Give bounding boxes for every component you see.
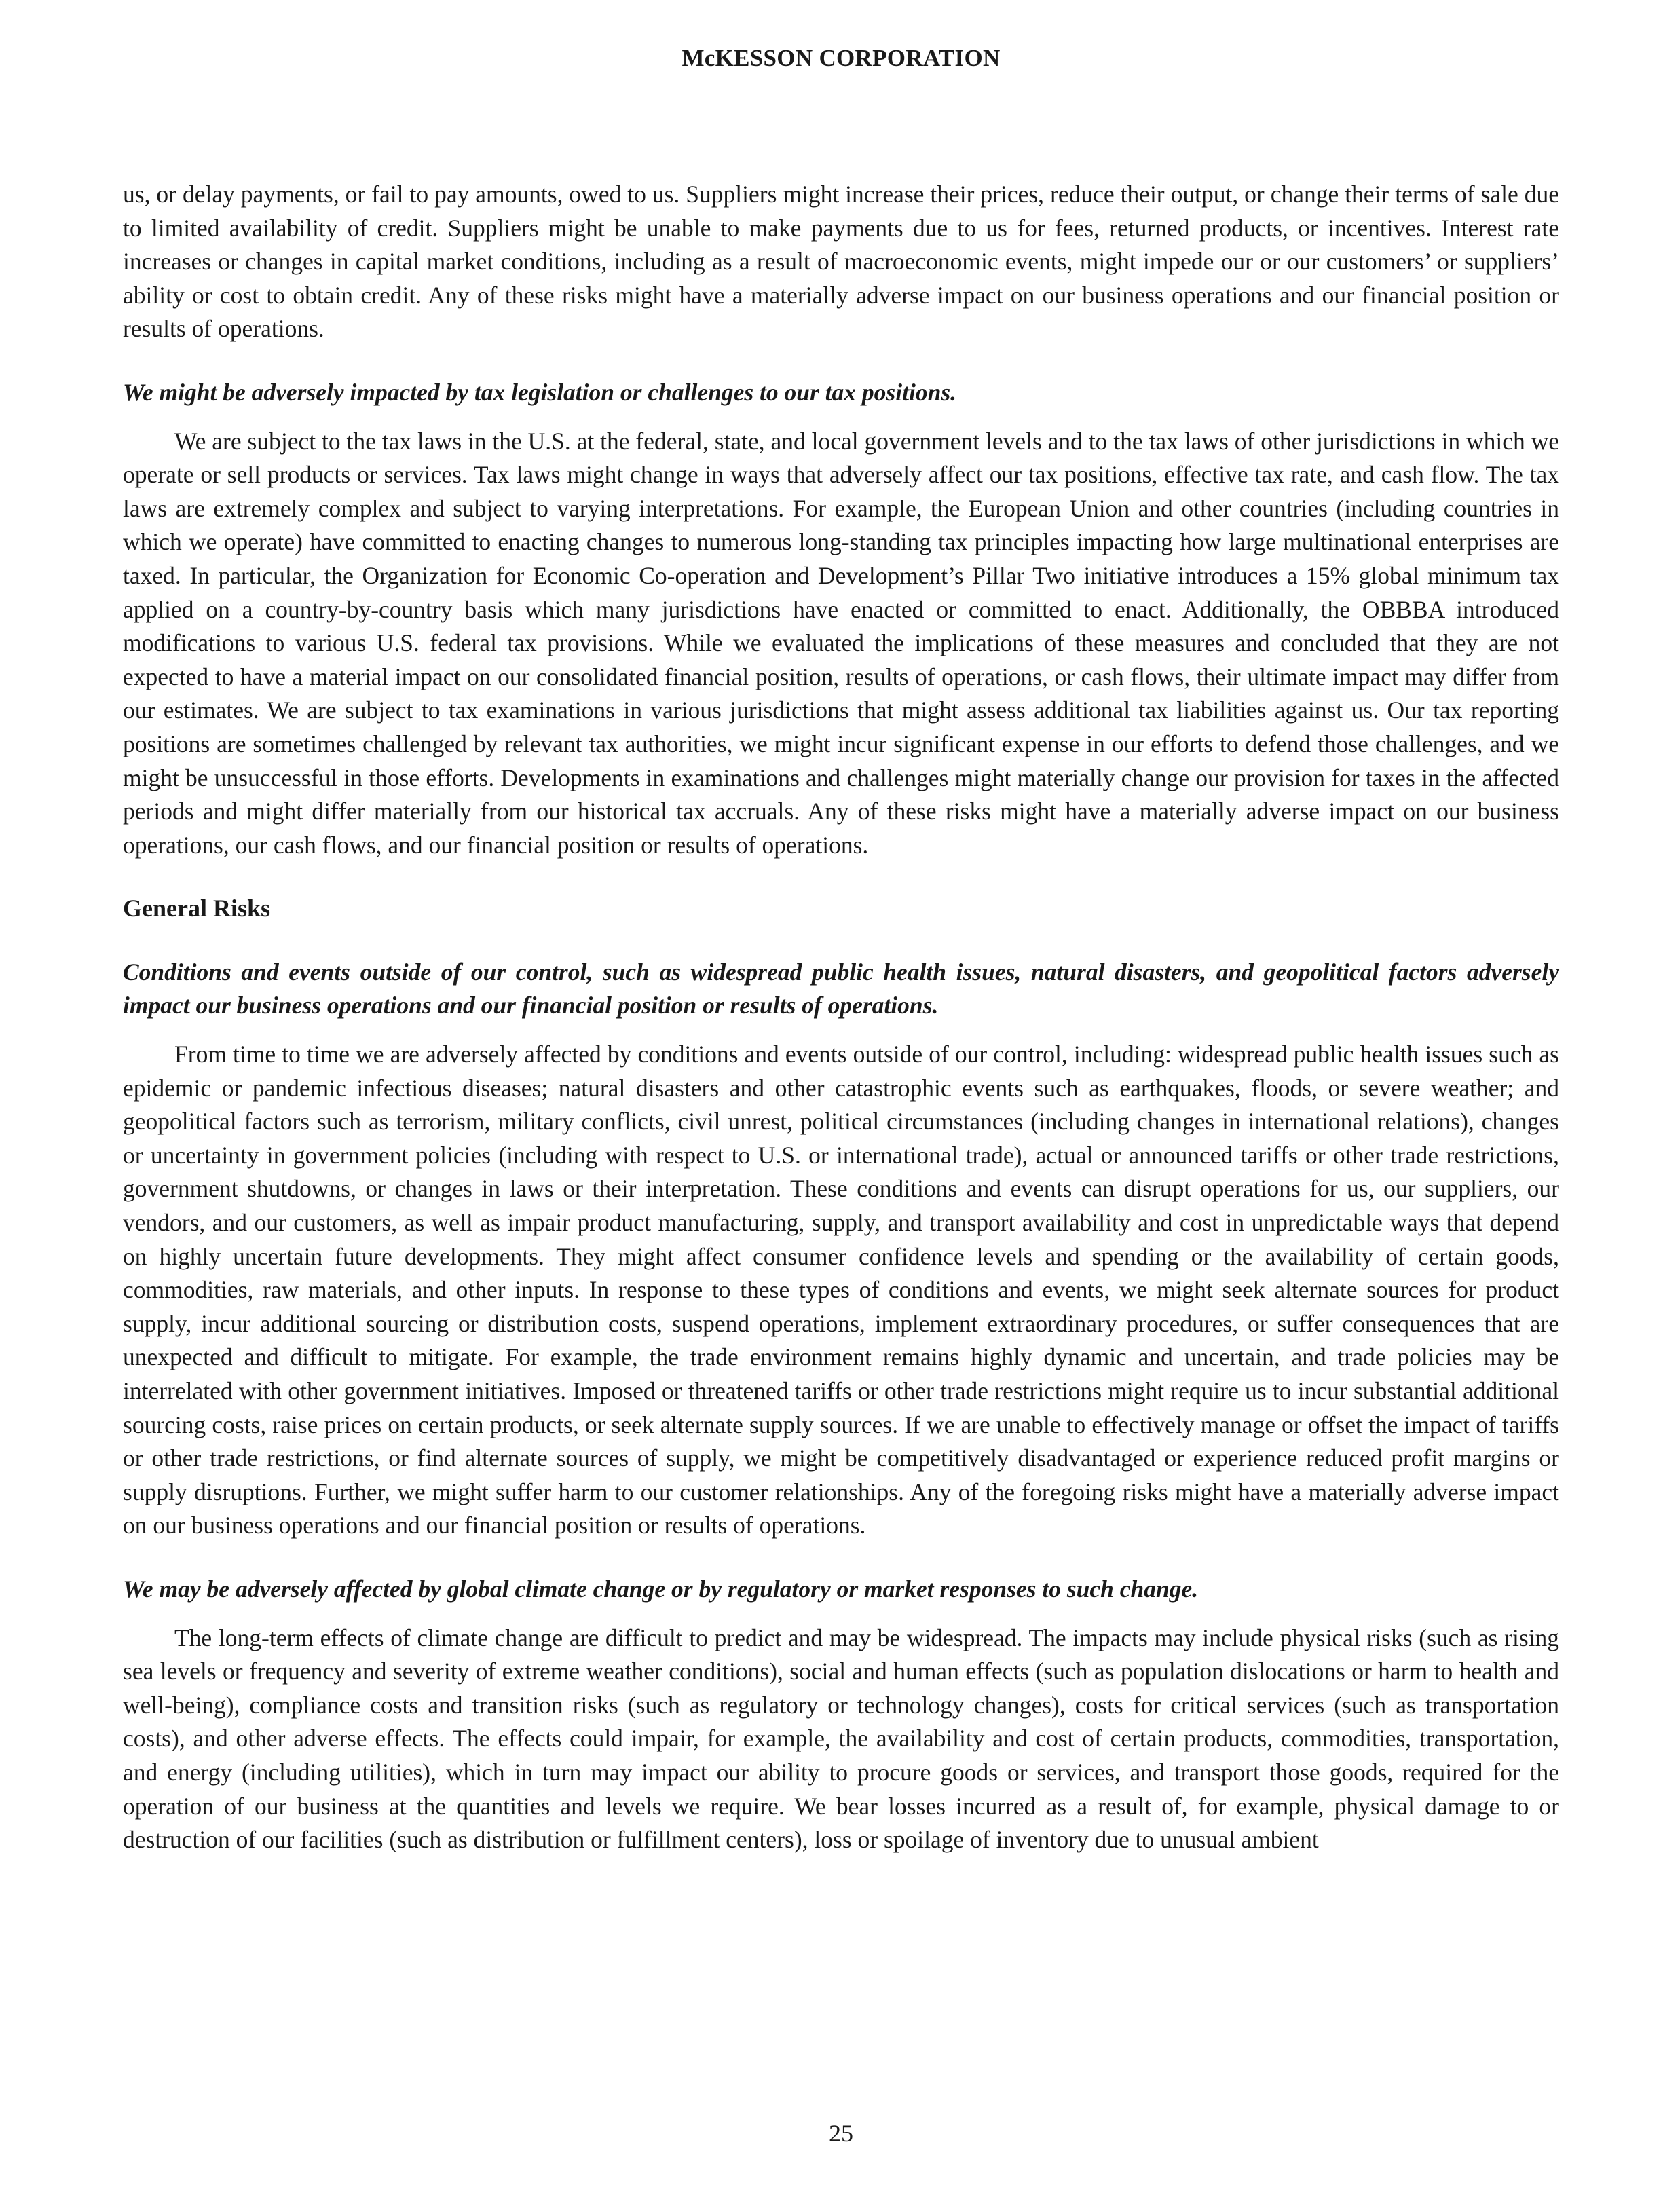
page-number: 25 <box>829 2120 853 2147</box>
paragraph-conditions-events: From time to time we are adversely affected by conditions and events outside of our control, including: widespread public health issues such as epidemic or pandemic infectious diseases; natural disasters and other catastrophic events such as earthquakes, floods, or severe weather; and geopolitical factors such as terrorism, military conflicts, civil unrest, political circumstances (including changes in international relations), changes or uncertainty in government policies (including with respect to U.S. or international trade), actual or announced tariffs or other trade restrictions, government shutdowns, or changes in laws or their interpretation. These conditions and events can disrupt operations for us, our suppliers, our vendors, and our customers, as well as impair product manufacturing, supply, and transport availability and cost in unpredictable ways that depend on highly uncertain future developments. They might affect consumer confidence levels and spending or the availability of certain goods, commodities, raw materials, and other inputs. In response to these types of conditions and events, we might seek alternate sources for product supply, incur additional sourcing or distribution costs, suspend operations, implement extraordinary procedures, or suffer consequences that are unexpected and difficult to mitigate. For example, the trade environment remains highly dynamic and uncertain, and trade policies may be interrelated with other government initiatives. Imposed or threatened tariffs or other trade restrictions might require us to incur substantial additional sourcing costs, raise prices on certain products, or seek alternate supply sources. If we are unable to effectively manage or offset the impact of tariffs or other trade restrictions, or find alternate sources of supply, we might be competitively disadvantaged or experience reduced profit margins or supply disruptions. Further, we might suffer harm to our customer relationships. Any of the foregoing risks might have a materially adverse impact on our business operations and our financial position or results of operations. <box>123 1041 1559 1539</box>
paragraph-credit-risk: us, or delay payments, or fail to pay amounts, owed to us. Suppliers might increase their prices, reduce their output, or change their terms of sale due to limited availability of credit. Suppliers might be unable to make payments due to us for fees, returned products, or incentives. Interest rate increases or changes in capital market conditions, including as a result of macroeconomic events, might impede our or our customers’ or suppliers’ ability or cost to obtain credit. Any of these risks might have a materially adverse impact on our business operations and our financial position or results of operations. <box>123 181 1559 343</box>
heading-climate-change: We may be adversely affected by global climate change or by regulatory or market responses to such change. <box>123 1575 1199 1603</box>
section-title-general-risks: General Risks <box>123 895 271 922</box>
heading-tax-legislation: We might be adversely impacted by tax legislation or challenges to our tax positions. <box>123 378 957 406</box>
paragraph-tax-laws: We are subject to the tax laws in the U.S. at the federal, state, and local government levels and to the tax laws of other jurisdictions in which we operate or sell products or services. Tax laws might change in ways that adversely affect our tax positions, effective tax rate, and cash flow. The tax laws are extremely complex and subject to varying interpretations. For example, the European Union and other countries (including countries in which we operate) have committed to enacting changes to numerous long-standing tax principles impacting how large multinational enterprises are taxed. In particular, the Organization for Economic Co-operation and Development’s Pillar Two initiative introduces a 15% global minimum tax applied on a country-by-country basis which many jurisdictions have enacted or committed to enact. Additionally, the OBBBA introduced modifications to various U.S. federal tax provisions. While we evaluated the implications of these measures and concluded that they are not expected to have a material impact on our consolidated financial position, results of operations, or cash flows, their ultimate impact may differ from our estimates. We are subject to tax examinations in various jurisdictions that might assess additional tax liabilities against us. Our tax reporting positions are sometimes challenged by relevant tax authorities, we might incur significant expense in our efforts to defend those challenges, and we might be unsuccessful in those efforts. Developments in examinations and challenges might materially change our provision for taxes in the affected periods and might differ materially from our historical tax accruals. Any of these risks might have a materially adverse impact on our business operations, our cash flows, and our financial position or results of operations. <box>123 427 1559 859</box>
paragraph-climate-change: The long-term effects of climate change are difficult to predict and may be widespread. The impacts may include physical risks (such as rising sea levels or frequency and severity of extreme weather conditions), social and human effects (such as population dislocations or harm to health and well-being), compliance costs and transition risks (such as regulatory or technology changes), costs for critical services (such as transportation costs), and other adverse effects. The effects could impair, for example, the availability and cost of certain products, commodities, transportation, and energy (including utilities), which in turn may impact our ability to procure goods or services, and transport those goods, required for the operation of our business at the quantities and levels we require. We bear losses incurred as a result of, for example, physical damage to or destruction of our facilities (such as distribution or fulfillment centers), loss or spoilage of inventory due to unusual ambient <box>123 1624 1559 1854</box>
page-header: McKESSON CORPORATION <box>682 45 1001 71</box>
document-body <box>123 178 1559 1857</box>
heading-conditions-events: Conditions and events outside of our control, such as widespread public health issues, natural disasters, and geopolitical factors adversely impact our business operations and our financial position or results of operations. <box>123 958 1559 1019</box>
